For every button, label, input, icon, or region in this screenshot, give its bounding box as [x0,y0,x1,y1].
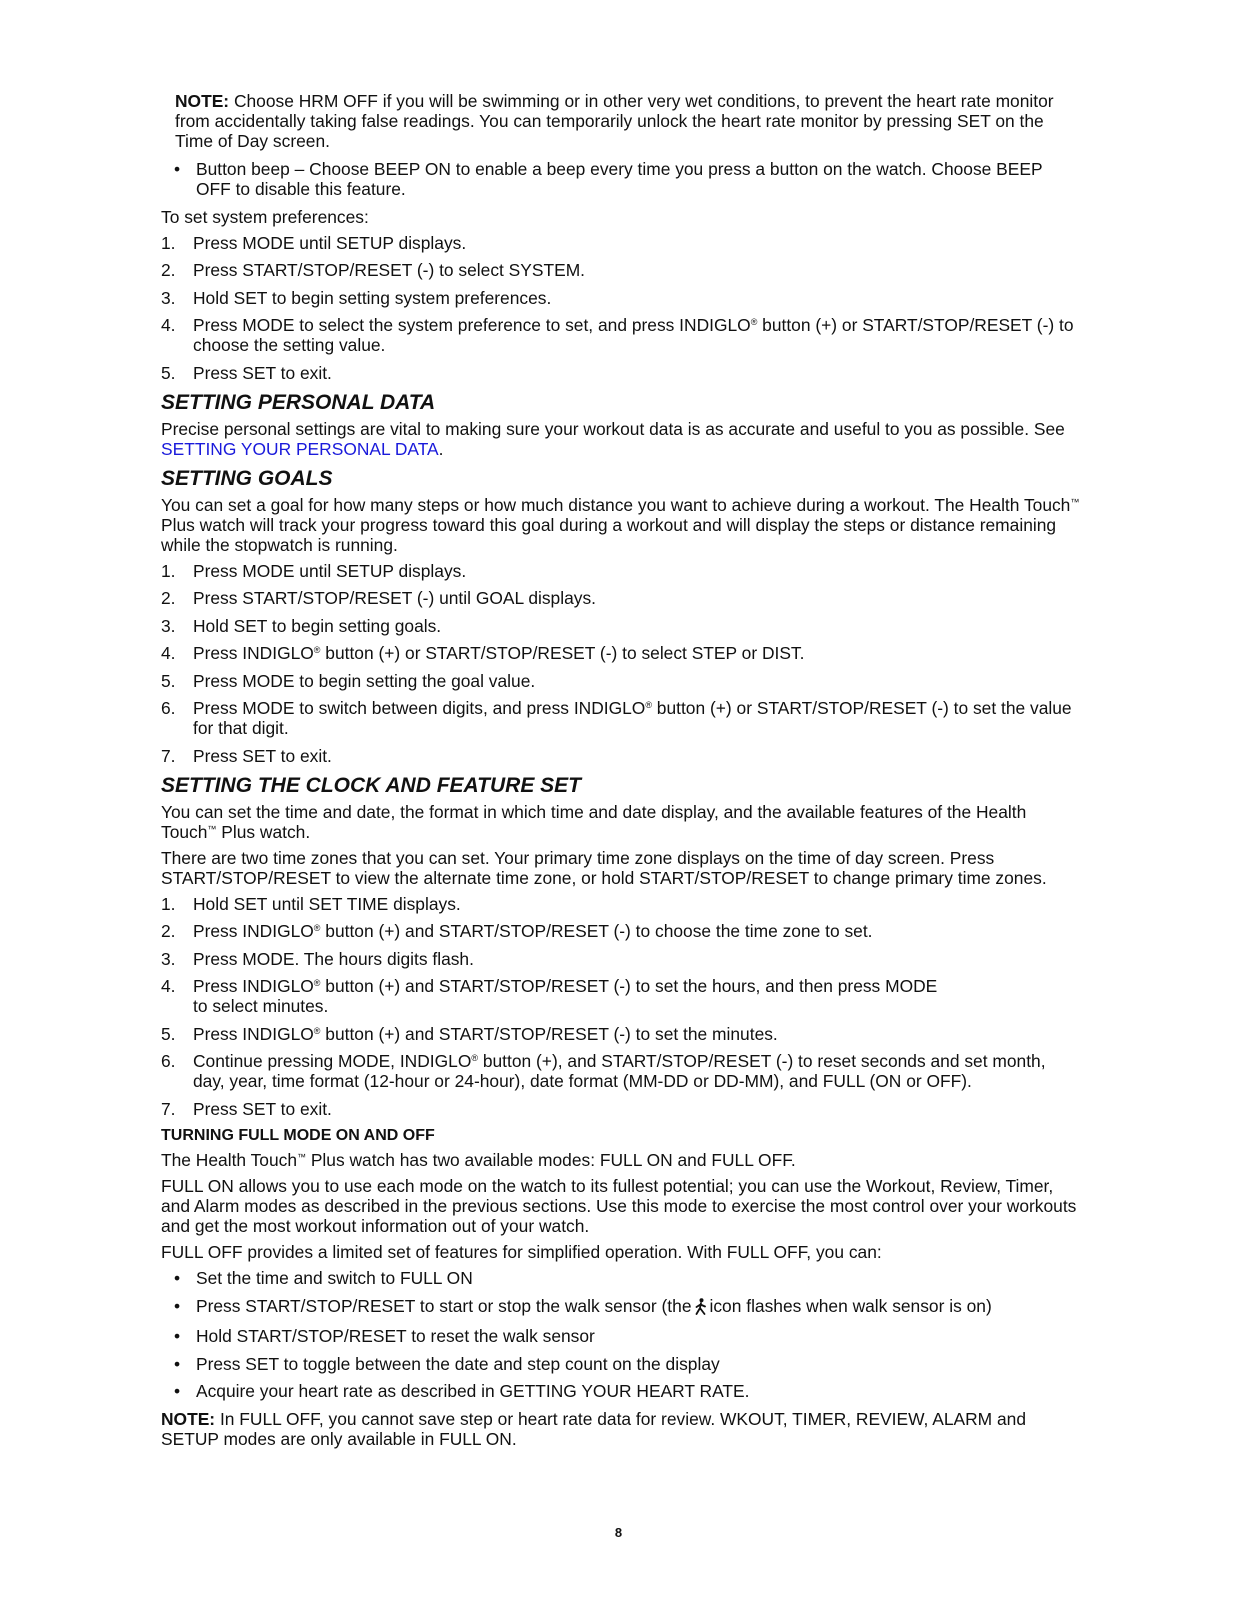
system-steps [161,233,1081,383]
goals-intro: You can set a goal for how many steps or how much distance you want to achieve during a workout. The Health Touch™ Plus watch will track your progress toward this goal during a workout and will display the steps or distance remaining while the stopwatch is running. [161,494,1080,555]
heading-goals: SETTING GOALS [161,466,333,490]
beep-bullet-list [161,159,1081,199]
note-text: In FULL OFF, you cannot save step or heart rate data for review. WKOUT, TIMER, REVIEW, ALARM and SETUP modes are only available in FULL ON. [161,1408,1027,1449]
registered-mark: ® [313,1025,321,1036]
full-mode-p2: FULL ON allows you to use each mode on the watch to its fullest potential; you can use the Workout, Review, Timer, and Alarm modes as described in the previous sections. Use this mode to exercise the most control over your workouts and get the most workout information out of your watch. [161,1176,1077,1236]
registered-mark: ® [313,923,321,933]
trademark-mark: ™ [207,823,217,834]
list-item: 2. Press START/STOP/RESET (-) until GOAL displays. [161,588,596,608]
page-content [161,91,1081,1449]
list-item: 6. Continue pressing MODE, INDIGLO® button (+), and START/STOP/RESET (-) to reset seconds and set month, day, year, time format (12-hour or 24-hour), date format (MM-DD or DD-MM), and FULL (ON or OFF). [161,1051,1046,1091]
list-item: 1. Press MODE until SETUP displays. [161,232,467,253]
personal-data-link[interactable]: SETTING YOUR PERSONAL DATA [161,438,439,459]
page-number: 8 [614,1525,623,1540]
list-item: 5. Press SET to exit. [161,362,332,383]
list-item: 3. Hold SET to begin setting system preferences. [161,287,552,308]
registered-mark: ® [313,645,321,655]
list-item: 4. Press MODE to select the system preference to set, and press INDIGLO® button (+) or START/STOP/RESET (-) to choose the setting value. [161,315,1074,355]
list-item: 2. Press START/STOP/RESET (-) to select SYSTEM. [161,260,586,280]
registered-mark: ® [750,317,758,327]
list-item: 7. Press SET to exit. [161,1098,332,1119]
personal-data-text: Precise personal settings are vital to making sure your workout data is as accurate and useful to you as possible. See SETTING YOUR PERSONAL DATA. [161,418,1065,459]
registered-mark: ® [471,1053,478,1063]
walker-icon [694,1298,708,1319]
beep-bullet-text: Button beep – Choose BEEP ON to enable a beep every time you press a button on the watch. Choose BEEP OFF to disable this feature. [196,159,1043,199]
heading-personal-data: SETTING PERSONAL DATA [161,390,436,414]
list-item: 4. Press INDIGLO® button (+) and START/STOP/RESET (-) to set the hours, and then press MODE to select minutes. [161,976,938,1016]
list-item: 5. Press INDIGLO® button (+) and START/STOP/RESET (-) to set the minutes. [161,1023,778,1044]
list-item: • Hold START/STOP/RESET to reset the walk sensor [174,1326,595,1346]
bullet-dot: • [174,1295,181,1316]
note-label: NOTE: [175,91,230,111]
system-intro: To set system preferences: [161,206,369,227]
list-item: • Press START/STOP/RESET to start or stop the walk sensor (the icon flashes when walk sensor is on) [161,1296,1081,1319]
list-item: • Acquire your heart rate as described in GETTING YOUR HEART RATE. [174,1381,750,1401]
bullet-dot: • [174,159,181,179]
list-item: • Press SET to toggle between the date and step count on the display [174,1353,720,1374]
full-off-features [161,1268,1081,1401]
bullet-dot: • [174,1353,181,1374]
list-item: 6. Press MODE to switch between digits, and press INDIGLO® button (+) or START/STOP/RESET (-) to set the value for that digit. [161,698,1072,738]
note-text: Choose HRM OFF if you will be swimming or in other very wet conditions, to prevent the heart rate monitor from accidentally taking false readings. You can temporarily unlock the heart rate monitor by pressing SET on the Time of Day screen. [175,91,1054,151]
full-mode-p3: FULL OFF provides a limited set of features for simplified operation. With FULL OFF, you can: [161,1242,882,1262]
list-item: 7. Press SET to exit. [161,745,332,766]
note-label: NOTE: [161,1408,216,1429]
registered-mark: ® [645,700,652,710]
goals-steps [161,561,1081,766]
registered-mark: ® [313,978,321,988]
full-off-note [161,1409,1081,1449]
list-item: 3. Press MODE. The hours digits flash. [161,948,474,969]
trademark-mark: ™ [297,1152,306,1162]
heading-clock: SETTING THE CLOCK AND FEATURE SET [161,773,581,797]
list-item: 3. Hold SET to begin setting goals. [161,615,442,636]
trademark-mark: ™ [1070,496,1080,507]
full-mode-p1: The Health Touch™ Plus watch has two available modes: FULL ON and FULL OFF. [161,1150,796,1170]
clock-intro-2: There are two time zones that you can set. Your primary time zone displays on the time of day screen. Press START/STOP/RESET to view the alternate time zone, or hold START/STOP/RESET to change primary time zones. [161,847,1047,888]
clock-intro-1: You can set the time and date, the format in which time and date display, and the available features of the Health Touch™ Plus watch. [161,801,1027,842]
list-item: 1. Hold SET until SET TIME displays. [161,893,461,914]
list-item [161,159,1081,199]
heading-full-mode: TURNING FULL MODE ON AND OFF [161,1127,435,1144]
bullet-dot: • [174,1381,181,1401]
bullet-dot: • [174,1268,181,1288]
list-item: 1. Press MODE until SETUP displays. [161,560,467,581]
list-item: 4. Press INDIGLO® button (+) or START/STOP/RESET (-) to select STEP or DIST. [161,643,805,663]
bullet-dot: • [174,1326,181,1346]
hrm-note [175,91,1081,151]
list-item: • Set the time and switch to FULL ON [174,1268,473,1288]
list-item: 5. Press MODE to begin setting the goal value. [161,670,536,691]
clock-steps [161,894,1081,1119]
list-item: 2. Press INDIGLO® button (+) and START/STOP/RESET (-) to choose the time zone to set. [161,921,873,941]
